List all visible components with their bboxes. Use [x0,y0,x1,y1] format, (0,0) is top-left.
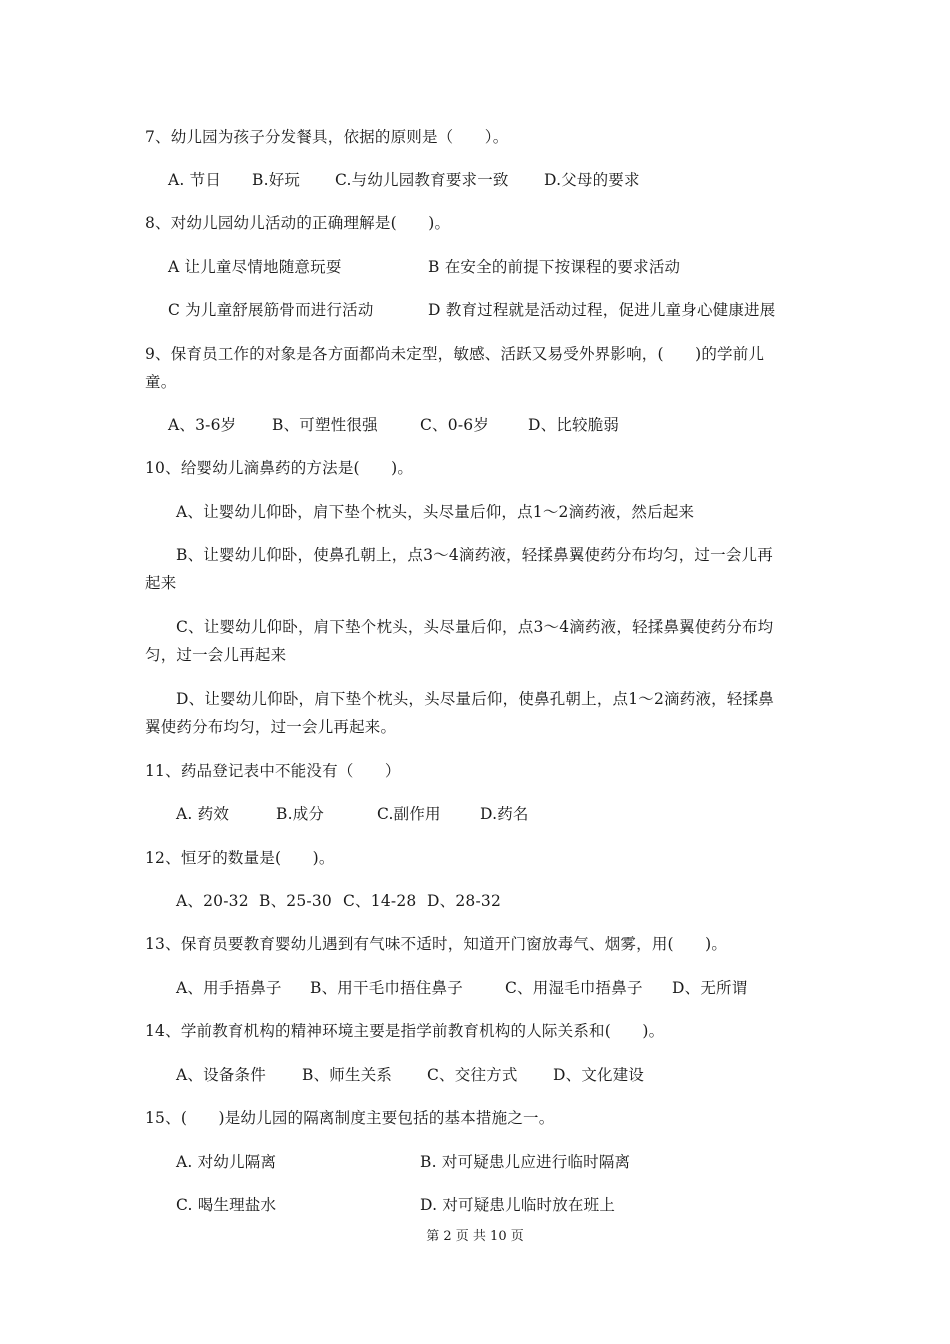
question-12-option-c: C、14-28 [343,892,417,910]
question-7-option-b: B.好玩 [252,171,301,189]
question-8-option-c: C 为儿童舒展筋骨而进行活动 [168,301,374,319]
question-15-stem: 15、( )是幼儿园的隔离制度主要包括的基本措施之一。 [145,1109,555,1127]
question-7-option-c: C.与幼儿园教育要求一致 [335,171,509,189]
question-8-option-b: B 在安全的前提下按课程的要求活动 [428,258,681,276]
question-13-option-b: B、用干毛巾捂住鼻子 [310,979,463,997]
page-number-footer: 第 2 页 共 10 页 [426,1229,524,1244]
question-10-option-c-line-2: 匀，过一会儿再起来 [145,646,287,664]
question-15-option-d: D. 对可疑患儿临时放在班上 [420,1196,616,1214]
question-15-option-a: A. 对幼儿隔离 [176,1153,277,1171]
question-14-stem: 14、学前教育机构的精神环境主要是指学前教育机构的人际关系和( )。 [145,1022,665,1040]
question-10-option-b-line-2: 起来 [145,574,177,592]
question-10-option-d-line-1: D、让婴幼儿仰卧，肩下垫个枕头，头尽量后仰，使鼻孔朝上，点1～2滴药液，轻揉鼻 [176,690,774,708]
question-9-option-b: B、可塑性很强 [272,416,378,434]
question-14-option-a: A、设备条件 [176,1066,266,1084]
question-15-option-b: B. 对可疑患儿应进行临时隔离 [420,1153,631,1171]
question-7-option-d: D.父母的要求 [544,171,640,189]
question-14-option-d: D、文化建设 [553,1066,645,1084]
question-11-option-d: D.药名 [480,805,529,823]
question-9-stem-line-1: 9、保育员工作的对象是各方面都尚未定型，敏感、活跃又易受外界影响，( )的学前儿 [145,345,765,363]
question-12-option-a: A、20-32 [176,892,249,910]
question-12-option-b: B、25-30 [259,892,332,910]
question-9-option-a: A、3-6岁 [168,416,237,434]
question-10-option-d-line-2: 翼使药分布均匀，过一会儿再起来。 [145,718,397,736]
question-13-option-d: D、无所谓 [672,979,748,997]
question-11-stem: 11、药品登记表中不能没有（ ） [145,762,401,780]
question-10-option-b-line-1: B、让婴幼儿仰卧，使鼻孔朝上，点3～4滴药液，轻揉鼻翼使药分布均匀，过一会儿再 [176,546,773,564]
question-8-option-a: A 让儿童尽情地随意玩耍 [168,258,342,276]
question-9-option-d: D、比较脆弱 [528,416,620,434]
question-14-option-c: C、交往方式 [427,1066,518,1084]
question-12-stem: 12、恒牙的数量是( )。 [145,849,335,867]
question-10-option-c-line-1: C、让婴幼儿仰卧，肩下垫个枕头，头尽量后仰，点3～4滴药液，轻揉鼻翼使药分布均 [176,618,774,636]
question-9-option-c: C、0-6岁 [420,416,490,434]
question-13-option-c: C、用湿毛巾捂鼻子 [505,979,643,997]
question-11-option-c: C.副作用 [377,805,441,823]
question-8-option-d: D 教育过程就是活动过程，促进儿童身心健康进展 [428,301,776,319]
question-7-stem: 7、幼儿园为孩子分发餐具，依据的原则是（ ）。 [145,128,509,146]
question-15-option-c: C. 喝生理盐水 [176,1196,277,1214]
question-12-option-d: D、28-32 [427,892,502,910]
question-11-option-b: B.成分 [276,805,325,823]
question-13-stem: 13、保育员要教育婴幼儿遇到有气味不适时，知道开门窗放毒气、烟雾，用( )。 [145,935,728,953]
question-14-option-b: B、师生关系 [302,1066,393,1084]
question-8-stem: 8、对幼儿园幼儿活动的正确理解是( )。 [145,214,451,232]
question-13-option-a: A、用手捂鼻子 [176,979,282,997]
question-11-option-a: A. 药效 [176,805,230,823]
question-7-option-a: A. 节日 [168,171,222,189]
question-10-option-a: A、让婴幼儿仰卧，肩下垫个枕头，头尽量后仰，点1～2滴药液，然后起来 [176,503,695,521]
question-10-stem: 10、给婴幼儿滴鼻药的方法是( )。 [145,459,414,477]
question-9-stem-line-2: 童。 [145,373,177,391]
